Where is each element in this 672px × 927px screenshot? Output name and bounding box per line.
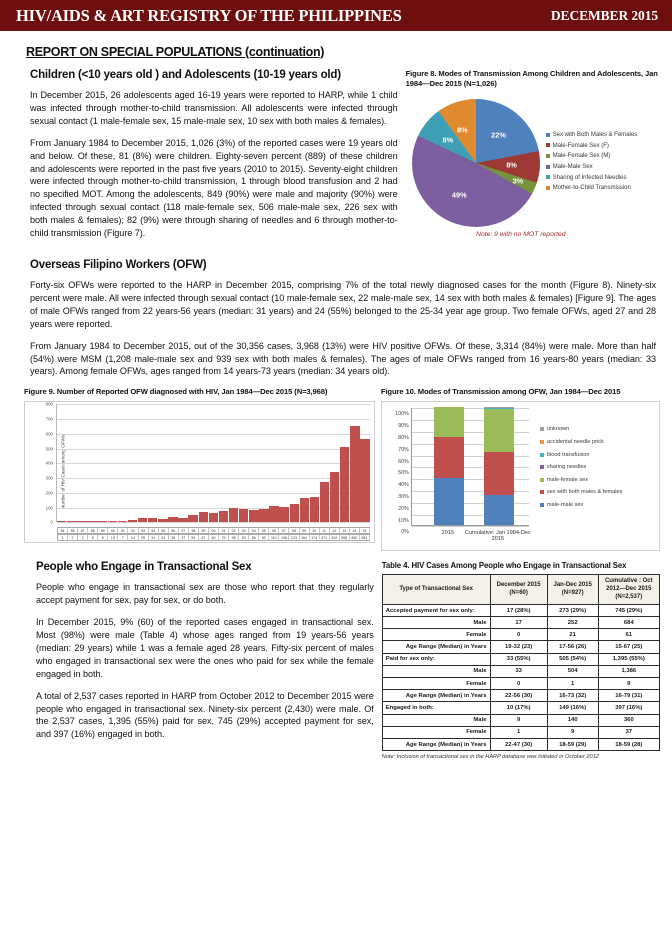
x-axis-value-row [57, 534, 370, 541]
y-axis-tick: 60% [398, 458, 409, 465]
x-axis-value-cell: 27 [179, 535, 189, 541]
figure8-caption: Figure 8. Modes of Transmission Among Children and Adolescents, Jan 1984—Dec 2015 (N=1,026) [405, 69, 658, 89]
table-row [382, 665, 659, 677]
bar [340, 447, 349, 522]
table4-row-label: Male [382, 617, 490, 629]
figure8-column [406, 69, 660, 249]
bar [310, 497, 319, 523]
pie-slice-label: 8% [457, 125, 468, 135]
y-axis-tick: 400 [45, 460, 53, 466]
x-axis-value-cell: 5 [98, 535, 108, 541]
figure10-chart [381, 401, 660, 551]
ofw-paragraph-1: Forty-six OFWs were reported to the HARP in December 2015, comprising 7% of the total newly diagnosed cases for the month (Figure 8). Ninety-six percent were male. All were infected through sexual contact (10 male-female sex, 22 male-male sex, 14 sex with both males & females) [Figure 9]. The ages of male OFWs ranged from 22 years-56 years (median: 31 years) and 24 (55%) belonged to the 25-34 year age group. Two female OFWs, aged 27 and 28 years were reported. [30, 279, 656, 329]
y-axis-tick: 700 [45, 416, 53, 422]
y-axis-tick: 20% [398, 505, 409, 512]
y-axis-tick: 0 [50, 519, 53, 525]
bar [269, 506, 278, 522]
legend-item [546, 184, 638, 191]
bar [77, 521, 86, 522]
page-content [0, 33, 672, 760]
x-axis-value-cell: 86 [249, 535, 259, 541]
table4-cell: 149 (16%) [547, 702, 598, 714]
children-paragraph-2: From January 1984 to December 2015, 1,026 (3%) of the reported cases were 19 years old and below. Of these, 81 (8%) were children. Eighty-seven percent (889) of these children and adolescents were reported in the past five years (2010 to 2015). Seventy-eight children were infected through mother-to-child transmission, 1 through blood transfusion and 2 had no specified MOT. Among the adolescents, 849 (90%) were male and majority (90%) were infected through sexual contact (118 male-female sex, 506 male-male sex, 226 sex with both males & females); 82 (9%) were through sharing of needles and 6 through mother-to-child transmission (Figure 7). [30, 137, 398, 239]
pie-chart-figure8 [412, 99, 540, 227]
x-axis-value-cell: 2 [68, 535, 78, 541]
table4-cell: 33 [490, 665, 547, 677]
x-axis-value-cell: 92 [259, 535, 269, 541]
table4-cell: 61 [598, 629, 659, 641]
figure8-note: Note: 9 with no MOT reported [476, 231, 566, 239]
x-axis-value-cell: 164 [300, 535, 310, 541]
x-axis-year-cell: 90 [108, 528, 118, 534]
legend-label: Male-Female Sex (M) [552, 152, 611, 160]
x-axis-year-cell: 04 [249, 528, 259, 534]
stacked-bar-segment [484, 452, 514, 495]
x-axis-label: 2015 [441, 530, 455, 537]
table4-cell: 273 (29%) [547, 604, 598, 616]
x-axis-year-cell: 07 [279, 528, 289, 534]
table4-row-label: Age Range (Median) in Years [382, 641, 490, 653]
x-axis-year-cell: 01 [219, 528, 229, 534]
table4-cell: 360 [598, 714, 659, 726]
stacked-bar [484, 407, 514, 525]
figures-row [18, 387, 660, 551]
bar [229, 508, 238, 522]
table4-row-label: Engaged in both: [382, 702, 490, 714]
table4-column-header: Type of Transactional Sex [382, 575, 490, 605]
x-axis-value-cell: 14 [128, 535, 138, 541]
legend-swatch-icon [546, 143, 550, 147]
x-axis-value-cell: 96 [229, 535, 239, 541]
legend-swatch-icon [540, 490, 544, 494]
bar [97, 521, 106, 522]
legend-label: male-female sex [546, 476, 588, 483]
registry-title: HIV/AIDS & ART REGISTRY OF THE PHILIPPINES [16, 5, 402, 25]
table4-cell: 19-32 (23) [490, 641, 547, 653]
table4-cell: 504 [547, 665, 598, 677]
figure10-block [381, 387, 660, 551]
table4-cell: 252 [547, 617, 598, 629]
bar [279, 507, 288, 523]
table4-cell: 1,395 (55%) [598, 653, 659, 665]
table4-cell: 18-59 (29) [547, 738, 598, 750]
table-row [382, 629, 659, 641]
report-date: DECEMBER 2015 [550, 7, 658, 23]
y-axis-tick: 90% [398, 423, 409, 430]
x-axis-value-cell: 79 [219, 535, 229, 541]
legend-label: accidental needle prick [546, 438, 604, 445]
table-row [382, 690, 659, 702]
x-axis-value-cell: 10 [108, 535, 118, 541]
x-axis-year-cell: 96 [169, 528, 179, 534]
y-axis-tick: 70% [398, 446, 409, 453]
x-axis-value-cell: 24 [159, 535, 169, 541]
bar [219, 511, 228, 523]
stacked-bar-segment [484, 409, 514, 452]
legend-swatch-icon [546, 186, 550, 190]
bar [158, 519, 167, 523]
y-axis-tick: 200 [45, 490, 53, 496]
x-axis-year-cell: 93 [139, 528, 149, 534]
figure8-legend [546, 131, 638, 195]
legend-swatch-icon [540, 503, 544, 507]
table-row [382, 641, 659, 653]
table4-row-label: Paid for sex only: [382, 653, 490, 665]
transactional-paragraph-2: In December 2015, 9% (60) of the reported cases engaged in transactional sex. Most (98%) were male (Table 4) whose ages ranged from 19 years-56 years (median: 29 years) while 1 was a female aged 28 years. Fifty-six percent of males who engaged in transactional sex were the ones who paid for sex while the female engaged in both. [36, 617, 374, 679]
table4-column-header: December 2015 (N=60) [490, 575, 547, 605]
legend-swatch-icon [540, 453, 544, 457]
legend-label: sharing needles [546, 464, 587, 471]
table4-cell: 16-79 (31) [598, 690, 659, 702]
table4-cell: 140 [547, 714, 598, 726]
y-axis-tick: 100 [45, 505, 53, 511]
table4-column-header: Jan-Dec 2015 (N=927) [547, 575, 598, 605]
table-row [382, 702, 659, 714]
x-axis-value-cell: 508 [340, 535, 350, 541]
bar [199, 512, 208, 522]
ofw-heading: Overseas Filipino Workers (OFW) [30, 258, 207, 271]
x-axis-year-cell: 85 [68, 528, 78, 534]
table4-cell: 1,386 [598, 665, 659, 677]
table4-row-label: Age Range (Median) in Years [382, 690, 490, 702]
x-axis-value-cell: 271 [320, 535, 330, 541]
table-row [382, 653, 659, 665]
legend-item [540, 426, 623, 432]
pie-slice-label: 3% [512, 176, 524, 186]
legend-swatch-icon [546, 154, 550, 158]
x-axis-year-cell: 05 [259, 528, 269, 534]
x-axis-value-cell: 342 [330, 535, 340, 541]
x-axis-value-cell: 110 [269, 535, 279, 541]
table4-row-label: Male [382, 665, 490, 677]
table4-body [382, 604, 659, 750]
bar [108, 521, 117, 522]
legend-label: unknown [546, 426, 570, 433]
x-axis-year-cell: 95 [159, 528, 169, 534]
table4-cell: 397 (16%) [598, 702, 659, 714]
table4-row-label: Accepted payment for sex only: [382, 604, 490, 616]
x-axis-year-cell: 92 [128, 528, 138, 534]
table4-cell: 1 [490, 726, 547, 738]
table4-cell: 33 (55%) [490, 653, 547, 665]
x-axis-value-cell: 29 [139, 535, 149, 541]
figure9-block [24, 387, 375, 551]
bar [209, 513, 218, 522]
y-axis-tick: 10% [398, 517, 409, 524]
children-heading: Children (<10 years old ) and Adolescents (10-19 years old) [30, 69, 341, 81]
x-axis-year-cell: 00 [209, 528, 219, 534]
bar [118, 521, 127, 522]
y-axis-tick: 500 [45, 446, 53, 452]
figure9-y-axis-ticks [35, 401, 55, 525]
table4-row-label: Age Range (Median) in Years [382, 738, 490, 750]
legend-swatch-icon [540, 440, 544, 444]
bar [128, 520, 137, 522]
bar [300, 498, 309, 522]
table4-cell: 745 (29%) [598, 604, 659, 616]
table4-cell: 17 (28%) [490, 604, 547, 616]
x-axis-value-cell: 60 [209, 535, 219, 541]
x-axis-year-cell: 99 [199, 528, 209, 534]
table4-cell: 22-56 (30) [490, 690, 547, 702]
bar [67, 521, 76, 522]
table4-cell: 21 [547, 629, 598, 641]
table-row [382, 726, 659, 738]
x-axis-year-cell: 03 [239, 528, 249, 534]
x-axis-year-cell: 08 [289, 528, 299, 534]
y-axis-tick: 0% [401, 529, 409, 536]
bar [360, 439, 369, 522]
legend-item [540, 464, 623, 470]
x-axis-year-cell: 09 [300, 528, 310, 534]
x-axis-value-cell: 67 [199, 535, 209, 541]
legend-label: sex with both males & females [546, 489, 623, 496]
legend-label: Male-Male Sex [552, 163, 593, 171]
x-axis-year-cell: 15 [360, 528, 370, 534]
figure8-chart [406, 93, 660, 238]
transactional-paragraph-3: A total of 2,537 cases reported in HARP from October 2012 to December 2015 were people who engaged in transactional sex. Ninety-six percent (2,430) were male. Of the 2,537 cases, 1,395 (55%) paid for sex, 745 (29%) accepted payment for sex, and 397 (16%) engaged in both. [36, 690, 374, 740]
stacked-bar-segment [434, 478, 464, 526]
pie-slice-label: 8% [506, 160, 517, 170]
table4-cell: 37 [598, 726, 659, 738]
figure9-y-axis-label: Number of HIV Cases among OFWs [60, 435, 66, 510]
legend-item [546, 131, 638, 138]
legend-item [546, 142, 638, 149]
legend-item [546, 163, 638, 170]
table4-row-label: Female [382, 678, 490, 690]
table-row [382, 678, 659, 690]
y-axis-tick: 600 [45, 431, 53, 437]
bar [87, 521, 96, 522]
x-axis-label: Cumulative: Jan 1984-Dec 2015 [464, 530, 531, 543]
x-axis-value-cell: 563 [360, 535, 370, 541]
figure9-bars [57, 404, 370, 522]
table4-cell: 17-56 (26) [547, 641, 598, 653]
table4-cell: 10 (17%) [490, 702, 547, 714]
legend-swatch-icon [546, 133, 550, 137]
y-axis-tick: 300 [45, 475, 53, 481]
table-row [382, 714, 659, 726]
bar [57, 521, 66, 522]
legend-swatch-icon [546, 175, 550, 179]
x-axis-year-cell: 88 [88, 528, 98, 534]
table4-cell: 684 [598, 617, 659, 629]
x-axis-value-cell: 174 [310, 535, 320, 541]
stacked-bar-segment [434, 407, 464, 437]
x-axis-year-cell: 10 [310, 528, 320, 534]
gridline [412, 526, 529, 527]
y-axis-tick: 50% [398, 470, 409, 477]
page-header-banner [0, 0, 672, 33]
table4-head [382, 575, 659, 605]
x-axis-year-cell: 12 [330, 528, 340, 534]
x-axis-year-cell: 06 [269, 528, 279, 534]
table4-column-header: Cumulative : Oct 2012—Dec 2015 (N=2,537) [598, 575, 659, 605]
table4-cell: 9 [547, 726, 598, 738]
children-text-column [18, 69, 398, 249]
bar [188, 515, 197, 523]
table4-cell: 9 [490, 714, 547, 726]
table4-cell: 0 [490, 678, 547, 690]
gridline [57, 522, 370, 523]
x-axis-value-cell: 123 [289, 535, 299, 541]
table-row [382, 738, 659, 750]
ofw-paragraph-2: From January 1984 to December 2015, out of the 30,356 cases, 3,968 (13%) were HIV positive OFWs. Of these, 3,314 (84%) were male. More than half (54%) were MSM (1,208 male-male sex and 939 sex with both males & females). The ages of male OFWs ranged from 16 years-80 years (median: 33 years). Among female OFWs, ages ranged from 14 years-73 years (median: 34 years old). [30, 340, 656, 377]
table4-cell: 0 [490, 629, 547, 641]
transactional-text-column [24, 561, 374, 760]
table4 [382, 574, 660, 751]
bar [259, 509, 268, 523]
x-axis-value-cell: 3 [78, 535, 88, 541]
legend-item [546, 152, 638, 159]
table4-row-label: Female [382, 629, 490, 641]
stacked-bar-segment [434, 437, 464, 477]
x-axis-value-cell: 53 [189, 535, 199, 541]
figure9-x-axis-table [57, 527, 370, 541]
x-axis-category-row [57, 527, 370, 534]
x-axis-year-cell: 13 [340, 528, 350, 534]
table4-cell: 505 (54%) [547, 653, 598, 665]
table4-cell: 9 [598, 678, 659, 690]
bar [138, 518, 147, 522]
legend-item [540, 452, 623, 458]
legend-item [540, 502, 623, 508]
stacked-bar [434, 407, 464, 525]
x-axis-value-cell: 1 [57, 535, 68, 541]
table4-column [382, 561, 660, 760]
section-title: REPORT ON SPECIAL POPULATIONS (continuation) [26, 45, 325, 59]
table4-header-row [382, 575, 659, 605]
x-axis-year-cell: 02 [229, 528, 239, 534]
stacked-bar-segment [484, 495, 514, 525]
x-axis-year-cell: 97 [179, 528, 189, 534]
legend-item [540, 477, 623, 483]
table4-cell: 22-47 (30) [490, 738, 547, 750]
x-axis-year-cell: 98 [189, 528, 199, 534]
table4-cell: 1 [547, 678, 598, 690]
legend-label: blood transfusion [546, 451, 590, 458]
x-axis-value-cell: 7 [118, 535, 128, 541]
legend-label: Mother-to-Child Transmission [552, 184, 631, 192]
x-axis-year-cell: 89 [98, 528, 108, 534]
children-adolescents-block [18, 69, 660, 249]
figure10-caption: Figure 10. Modes of Transmission among OFW, Jan 1984—Dec 2015 [380, 387, 621, 397]
x-axis-year-cell: 94 [149, 528, 159, 534]
y-axis-tick: 30% [398, 493, 409, 500]
bar [249, 510, 258, 523]
bar [330, 472, 339, 522]
legend-swatch-icon [540, 465, 544, 469]
bar [148, 518, 157, 523]
transactional-heading: People who Engage in Transactional Sex [36, 561, 252, 574]
y-axis-tick: 100% [395, 411, 409, 418]
y-axis-tick: 40% [398, 482, 409, 489]
legend-label: male-male sex [546, 501, 584, 508]
table4-cell: 16-73 (32) [547, 690, 598, 702]
table-row [382, 617, 659, 629]
bar [168, 517, 177, 522]
pie-slice-label: 8% [442, 135, 454, 145]
legend-swatch-icon [540, 478, 544, 482]
legend-item [546, 174, 638, 181]
x-axis-value-cell: 650 [350, 535, 360, 541]
x-axis-year-cell: 11 [320, 528, 330, 534]
table4-note: Note: Inclusion of transactional sex in the HARP database was initiated in October 2012 [381, 754, 599, 761]
table4-cell: 17 [490, 617, 547, 629]
figure10-y-axis-ticks [388, 408, 410, 536]
legend-item [540, 489, 623, 495]
legend-label: Sex with Both Males & Females [552, 131, 638, 139]
y-axis-tick: 80% [398, 434, 409, 441]
table4-title: Table 4. HIV Cases Among People who Engage in Transactional Sex [381, 561, 627, 571]
transactional-paragraph-1: People who engage in transactional sex are those who report that they regularly accept payment for sex, pay for sex, or do both. [36, 582, 374, 606]
x-axis-year-cell: 87 [78, 528, 88, 534]
x-axis-value-cell: 106 [279, 535, 289, 541]
figure9-chart [24, 401, 375, 543]
table4-cell: 15-67 (25) [598, 641, 659, 653]
legend-swatch-icon [546, 165, 550, 169]
x-axis-value-cell: 93 [239, 535, 249, 541]
x-axis-value-cell: 35 [169, 535, 179, 541]
x-axis-year-cell: 14 [350, 528, 360, 534]
figure9-caption: Figure 9. Number of Reported OFW diagnosed with HIV, Jan 1984—Dec 2015 (N=3,968) [24, 387, 328, 397]
bar [178, 518, 187, 522]
legend-label: Male-Female Sex (F) [552, 141, 609, 149]
legend-item [540, 439, 623, 445]
table4-row-label: Male [382, 714, 490, 726]
bar [320, 482, 329, 522]
figure10-plot-area [411, 408, 529, 526]
table4-cell: 18-59 (28) [598, 738, 659, 750]
bar [350, 426, 359, 522]
y-axis-tick: 800 [45, 401, 53, 407]
x-axis-year-cell: 91 [118, 528, 128, 534]
table-row [382, 604, 659, 616]
legend-swatch-icon [540, 427, 544, 431]
table4-row-label: Female [382, 726, 490, 738]
x-axis-value-cell: 5 [88, 535, 98, 541]
bar [239, 509, 248, 523]
bar [290, 504, 299, 522]
ofw-block [18, 259, 660, 378]
legend-label: Sharing of Infected Needles [552, 173, 627, 181]
figure10-legend [540, 426, 623, 514]
x-axis-value-cell: 31 [149, 535, 159, 541]
pie-slice-label: 22% [491, 130, 506, 140]
children-paragraph-1: In December 2015, 26 adolescents aged 16-19 years were reported to HARP, while 1 child was infected through mother-to-child transmission. All adolescents were infected through sexual contact (1 male-female sex, 15 male-male sex, 10 sex with both males & females). [30, 90, 398, 126]
pie-slice-label: 49% [451, 190, 467, 200]
x-axis-year-cell: 84 [57, 528, 68, 534]
transactional-sex-block [18, 561, 660, 760]
